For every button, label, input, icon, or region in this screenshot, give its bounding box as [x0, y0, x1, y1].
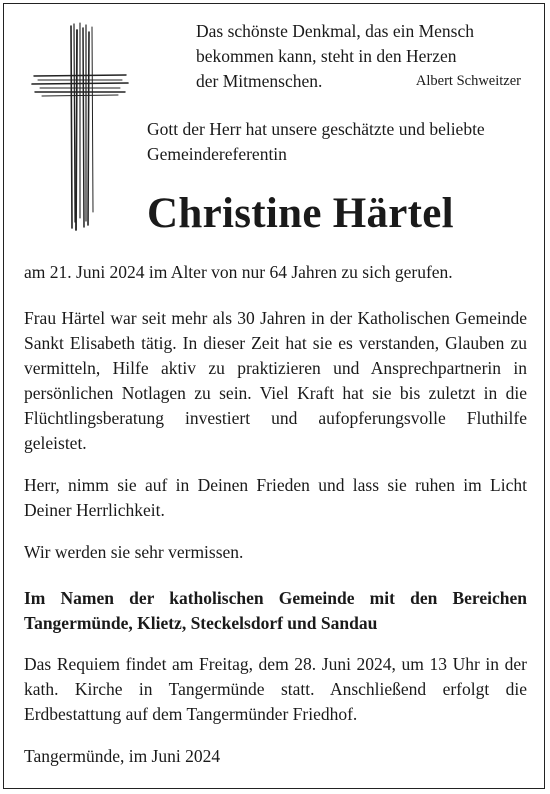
date-line: am 21. Juni 2024 im Alter von nur 64 Jahren zu sich gerufen. [24, 262, 453, 282]
quote-line: Das schönste Denkmal, das ein Mensch [196, 21, 474, 41]
quote-line: bekommen kann, steht in den Herzen [196, 46, 457, 66]
in-name-of-paragraph: Im Namen der katholischen Gemeinde mit den Bereichen Tangermünde, Klietz, Steckelsdorf und Sandau [24, 588, 527, 633]
biography-paragraph: Frau Härtel war seit mehr als 30 Jahren in der Katholischen Gemeinde Sankt Elisabeth tätig. In dieser Zeit hat sie es verstanden, Glauben zu vermitteln, Hilfe aktiv zu praktizieren und Ansprechpartnerin in persönlichen Notlagen zu sein. Viel Kraft hat sie bis zuletzt in die Flüchtlingsberatung investiert und aufopferungsvolle Fluthilfe geleistet. [24, 308, 527, 453]
requiem-paragraph: Das Requiem findet am Freitag, dem 28. Juni 2024, um 13 Uhr in der kath. Kirche in Tangermünde statt. Anschließend erfolgt die Erdbestattung auf dem Tangermünder Friedhof. [24, 654, 527, 724]
quote-block [196, 19, 531, 94]
intro-text [147, 117, 532, 167]
cross-icon [30, 22, 130, 232]
quote-line: der Mitmenschen. [196, 71, 323, 91]
place-date-line: Tangermünde, im Juni 2024 [24, 746, 221, 766]
prayer-paragraph: Herr, nimm sie auf in Deinen Frieden und lass sie ruhen im Licht Deiner Herrlichkeit. [24, 475, 527, 520]
intro-line: Gott der Herr hat unsere geschätzte und beliebte [147, 119, 485, 139]
farewell-line: Wir werden sie sehr vermissen. [24, 542, 244, 562]
quote-author: Albert Schweitzer [415, 73, 521, 89]
intro-line: Gemeindereferentin [147, 144, 287, 164]
deceased-name: Christine Härtel [147, 190, 454, 237]
